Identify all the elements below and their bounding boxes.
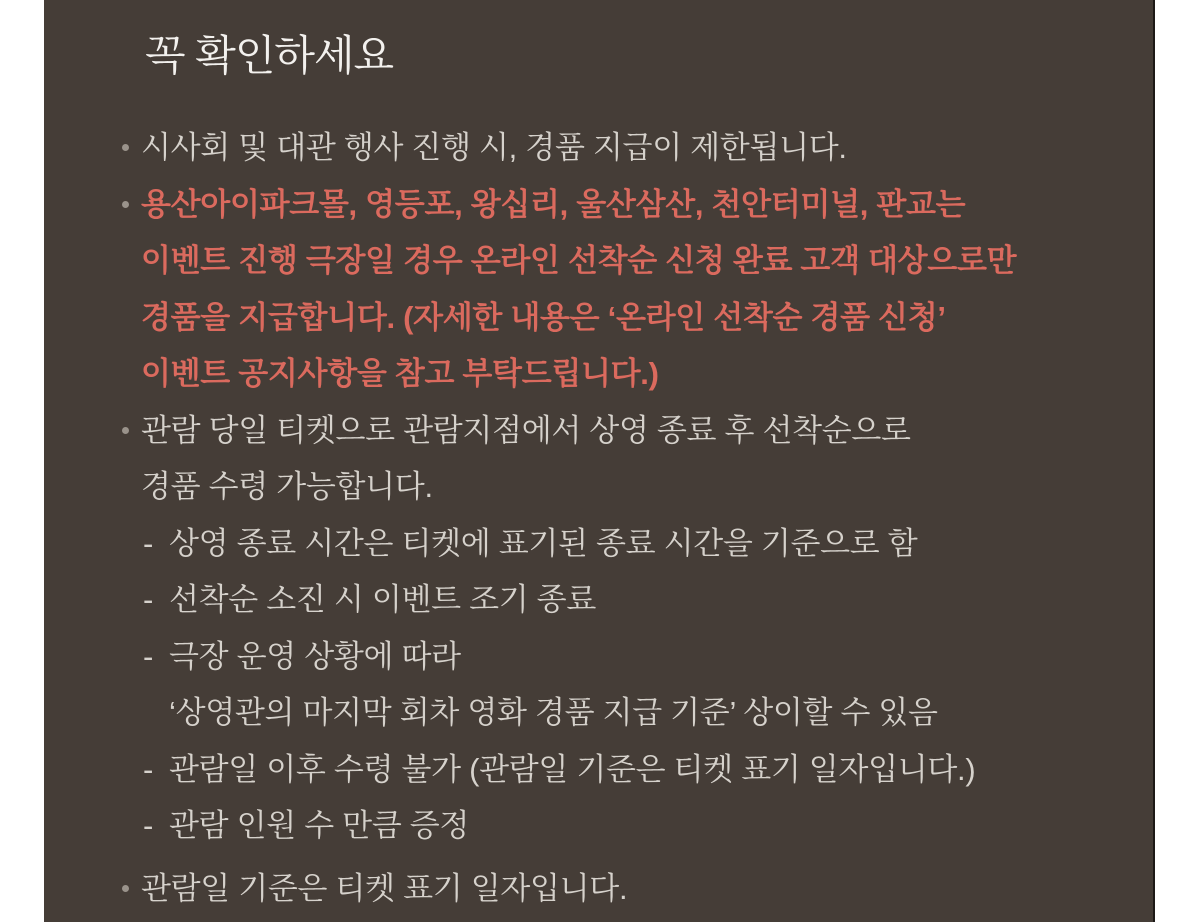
notice-line: 관람 인원 수 만큼 증정 [169, 808, 470, 843]
notice-line: 극장 운영 상황에 따라 [169, 638, 461, 674]
notice-line: 관람일 기준은 티켓 표기 일자입니다. [141, 870, 628, 906]
dash-marker: - [143, 808, 154, 843]
bullet-dot-icon [122, 201, 129, 208]
notice-subitem-end-time-basis [143, 516, 1113, 573]
notice-line: 시사회 및 대관 행사 진행 시, 경품 지급이 제한됩니다. [141, 130, 847, 165]
notice-title: 꼭 확인하세요 [145, 32, 394, 79]
dash-marker: - [143, 638, 154, 674]
notice-line: 관람일 이후 수령 불가 (관람일 기준은 티켓 표기 일자입니다.) [169, 751, 976, 787]
bullet-dot-icon [122, 427, 129, 434]
dash-marker: - [143, 751, 154, 787]
notice-line: ‘상영관의 마지막 회차 영화 경품 지급 기준’ 상이할 수 있음 [169, 695, 938, 730]
notice-line: 관람 당일 티켓으로 관람지점에서 상영 종료 후 선착순으로 [141, 412, 911, 448]
notice-item-sameday-ticket-pickup [141, 403, 1113, 516]
notice-subitem-early-end [143, 572, 1113, 629]
notice-line: 용산아이파크몰, 영등포, 왕십리, 울산삼산, 천안터미널, 판교는 [141, 186, 966, 222]
notice-subitem-no-pickup-after-date [143, 742, 1113, 799]
notice-line: 이벤트 진행 극장일 경우 온라인 선착순 신청 완료 고객 대상으로만 [141, 243, 1017, 278]
notice-item-viewing-date-basis [141, 861, 1113, 918]
dash-marker: - [143, 582, 154, 617]
notice-item-online-firstcome-theaters [141, 177, 1113, 403]
dash-marker: - [143, 525, 154, 561]
notice-line: 이벤트 공지사항을 참고 부탁드립니다.) [141, 356, 659, 391]
notice-subitem-per-person-gift [143, 798, 1113, 855]
notice-list [44, 120, 1153, 917]
notice-line: 상영 종료 시간은 티켓에 표기된 종료 시간을 기준으로 함 [169, 525, 918, 561]
notice-line: 경품 수령 가능합니다. [141, 469, 433, 504]
notice-line: 선착순 소진 시 이벤트 조기 종료 [169, 582, 596, 617]
bullet-dot-icon [122, 885, 129, 892]
notice-subitem-theater-operation [143, 629, 1113, 742]
notice-line: 경품을 지급합니다. (자세한 내용은 ‘온라인 선착순 경품 신청’ [141, 299, 946, 335]
bullet-dot-icon [122, 144, 129, 151]
notice-panel [44, 0, 1155, 922]
notice-item-preview-restriction [141, 120, 1113, 177]
